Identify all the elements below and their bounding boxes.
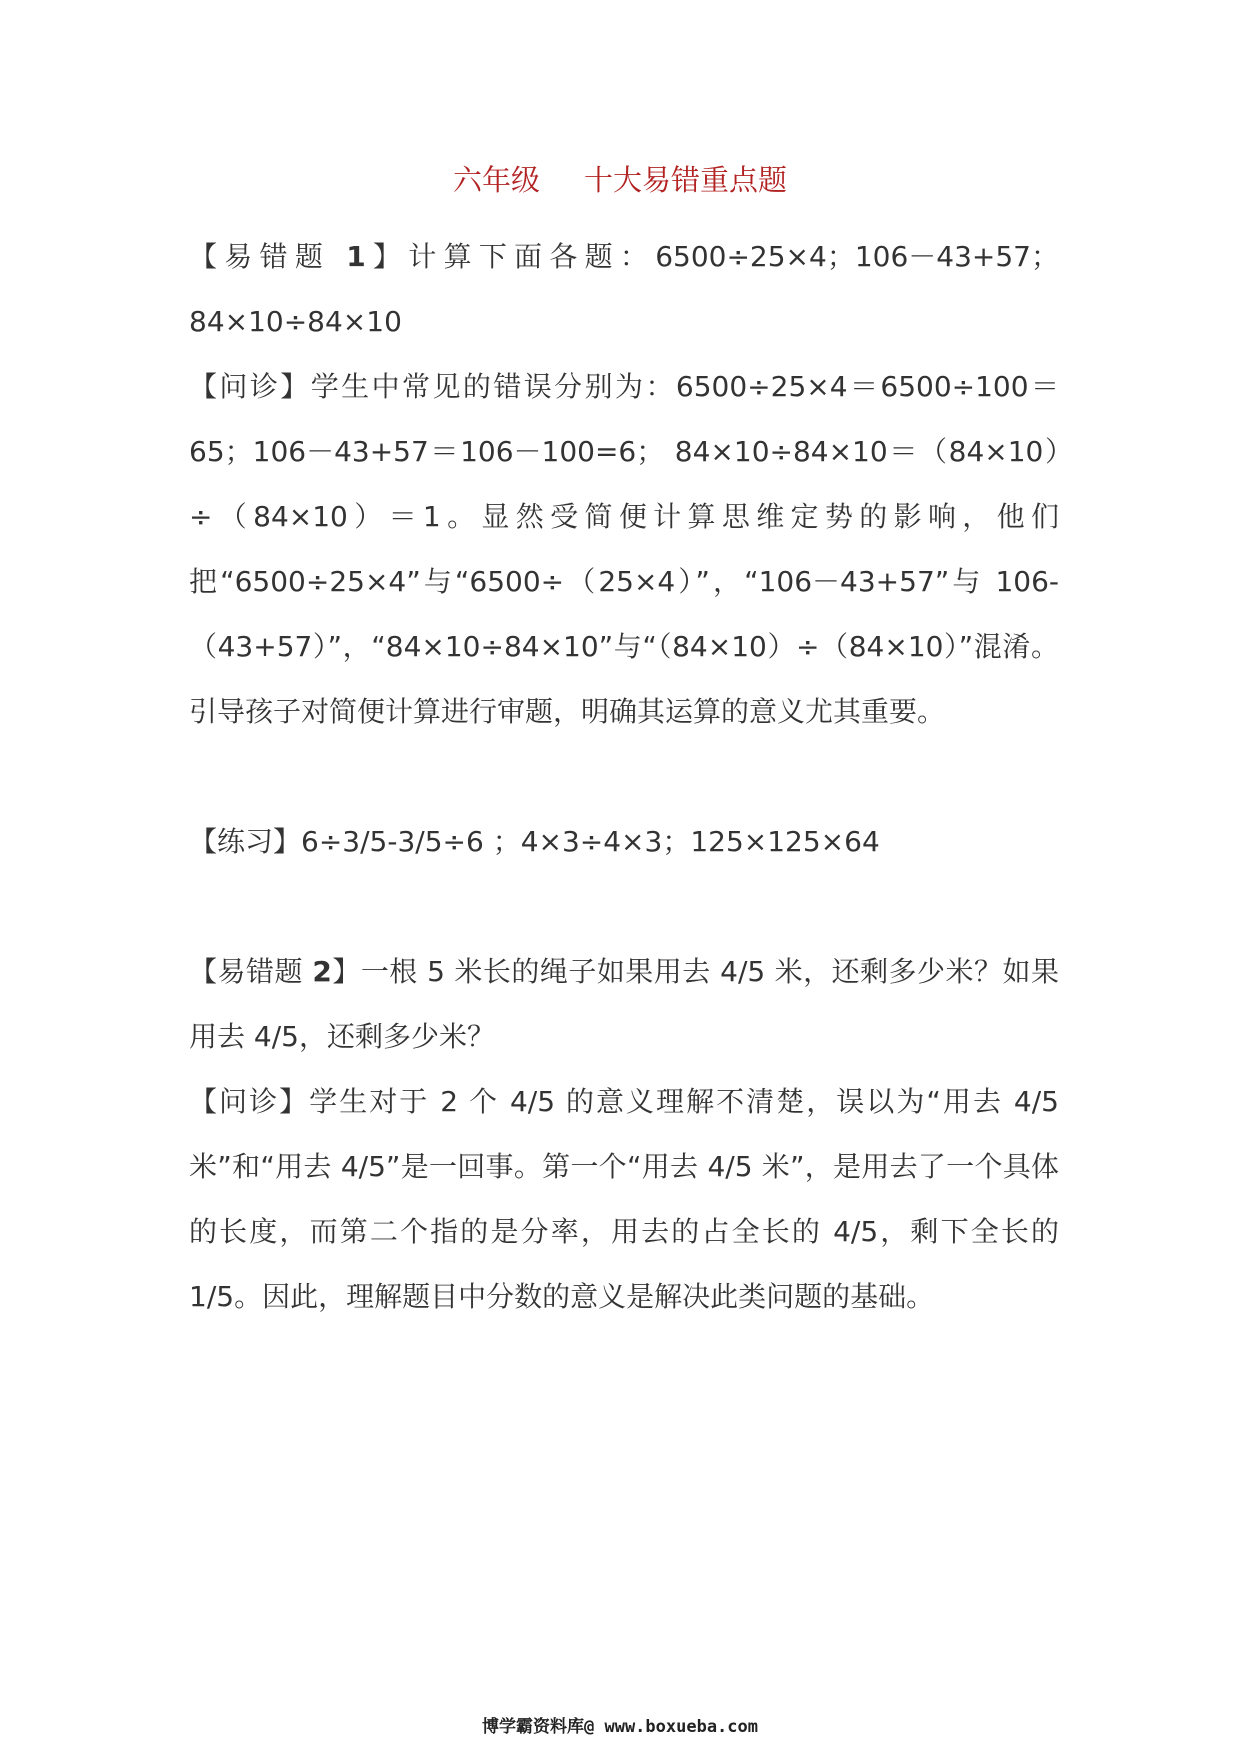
practice xyxy=(189,809,1059,874)
question-2 xyxy=(189,939,1059,1069)
question-1-diagnosis xyxy=(189,354,1059,744)
question-1-number: 1 xyxy=(346,240,366,273)
document-body xyxy=(189,224,1059,1329)
spacer xyxy=(189,874,1059,939)
question-2-label: 【易错题 2】 xyxy=(189,955,361,988)
practice-text: 6÷3/5-3/5÷6 ；4×3÷4×3；125×125×64 xyxy=(301,825,880,858)
question-1 xyxy=(189,224,1059,354)
diagnosis-2-label: 【问诊】 xyxy=(189,1085,310,1118)
diagnosis-1-label: 【问诊】 xyxy=(189,370,311,403)
question-1-label: 【易错题 1】 xyxy=(189,240,409,273)
question-1-text: 计算下面各题：6500÷25×4；106－43+57；84×10÷84×10 xyxy=(189,240,1059,338)
practice-label: 【练习】 xyxy=(189,825,302,858)
question-2-number: 2 xyxy=(312,955,332,988)
title-topic: 十大易错重点题 xyxy=(584,163,788,197)
spacer xyxy=(189,744,1059,809)
diagnosis-1-text: 学生中常见的错误分别为：6500÷25×4＝6500÷100＝65；106－43+57＝106－100=6； 84×10÷84×10＝（84×10）÷（84×10）＝1。显然受简便计算思维定势的影响，他们把“6500÷25×4”与“6500÷（25×4）”，“106－43+57”与 106-（43+57）”，“84×10÷84×10”与“（84×10）÷（84×10）”混淆。引导孩子对简便计算进行审题，明确其运算的意义尤其重要。 xyxy=(189,370,1059,728)
page-title xyxy=(0,160,1240,200)
question-2-text: 一根 5 米长的绳子如果用去 4/5 米，还剩多少米？如果用去 4/5，还剩多少米？ xyxy=(189,955,1059,1053)
title-grade: 六年级 xyxy=(452,163,540,197)
question-2-diagnosis xyxy=(189,1069,1059,1329)
diagnosis-2-text: 学生对于 2 个 4/5 的意义理解不清楚，误以为“用去 4/5 米”和“用去 4/5”是一回事。第一个“用去 4/5 米”，是用去了一个具体的长度，而第二个指的是分率，用去的占全长的 4/5，剩下全长的 1/5。因此，理解题目中分数的意义是解决此类问题的基础。 xyxy=(189,1085,1059,1313)
footer-watermark: 博学霸资料库@ www.boxueba.com xyxy=(482,1717,758,1737)
